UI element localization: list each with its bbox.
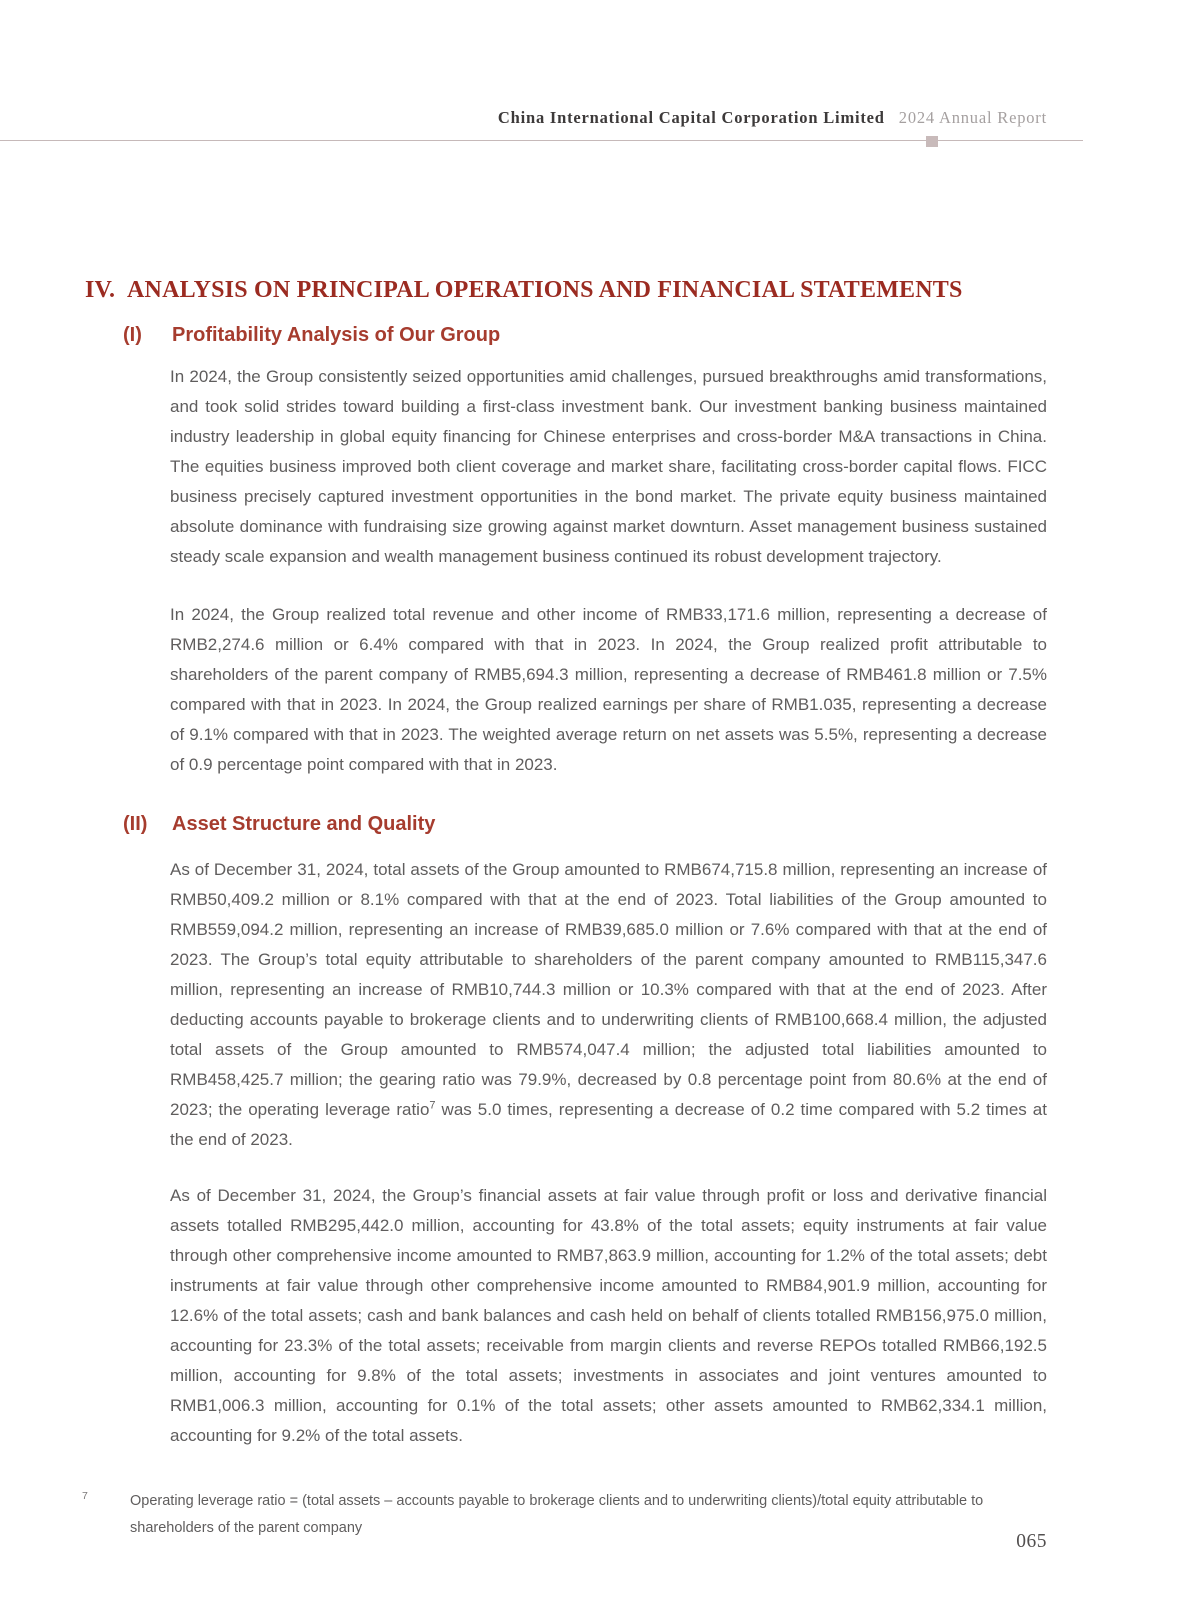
- section-asset-structure: [123, 812, 1047, 1451]
- page-header: [0, 108, 1047, 128]
- section-heading-text: Profitability Analysis of Our Group: [172, 324, 501, 346]
- paragraph: [170, 855, 1047, 1155]
- section-profitability-analysis: [123, 323, 1047, 780]
- footnote-reference: 7: [429, 1099, 436, 1112]
- paragraph-text: As of December 31, 2024, total assets of the Group amounted to RMB674,715.8 million, representing an increase of RMB50,409.2 million or 8.1% compared with that at the end of 2023. Total liabilities of the Group amounted to RMB559,094.2 million, representing an increase of RMB39,685.0 million or 7.6% compared with that at the end of 2023. The Group’s total equity attributable to shareholders of the parent company amounted to RMB115,347.6 million, representing an increase of RMB10,744.3 million or 10.3% compared with that at the end of 2023. After deducting accounts payable to brokerage clients and to underwriting clients of RMB100,668.4 million, the adjusted total assets of the Group amounted to RMB574,047.4 million; the adjusted total liabilities amounted to RMB458,425.7 million; the gearing ratio was 79.9%, decreased by 0.8 percentage point from 80.6% at the end of 2023; the operating leverage ratio: [170, 860, 1047, 1119]
- paragraph: In 2024, the Group consistently seized opportunities amid challenges, pursued breakthroughs amid transformations, and took solid strides toward building a first-class investment bank. Our investment banking business maintained industry leadership in global equity financing for Chinese enterprises and cross-border M&A transactions in China. The equities business improved both client coverage and market share, facilitating cross-border capital flows. FICC business precisely captured investment opportunities in the bond market. The private equity business maintained absolute dominance with fundraising size growing against market downturn. Asset management business sustained steady scale expansion and wealth management business continued its robust development trajectory.: [170, 367, 1047, 566]
- section-heading: [123, 812, 1047, 836]
- company-name: China International Capital Corporation Limited: [497, 108, 885, 127]
- header-rule: [0, 140, 1083, 141]
- paragraph-text: was 5.0 times, representing a decrease of 0.2 time compared with 5.2 times at the end of 2023.: [170, 1100, 1047, 1149]
- page-number: 065: [1016, 1531, 1047, 1552]
- section-number: (II): [123, 813, 148, 835]
- annual-report-label: 2024 Annual Report: [898, 108, 1047, 127]
- section-heading-text: Asset Structure and Quality: [172, 813, 436, 835]
- section-heading: [123, 323, 1047, 347]
- paragraph: As of December 31, 2024, the Group’s financial assets at fair value through profit or loss and derivative financial assets totalled RMB295,442.0 million, accounting for 43.8% of the total assets; equity instruments at fair value through other comprehensive income amounted to RMB7,863.9 million, accounting for 1.2% of the total assets; debt instruments at fair value through other comprehensive income amounted to RMB84,901.9 million, accounting for 12.6% of the total assets; cash and bank balances and cash held on behalf of clients totalled RMB156,975.0 million, accounting for 23.3% of the total assets; receivable from margin clients and reverse REPOs totalled RMB66,192.5 million, accounting for 9.8% of the total assets; investments in associates and joint ventures amounted to RMB1,006.3 million, accounting for 0.1% of the total assets; other assets amounted to RMB62,334.1 million, accounting for 9.2% of the total assets.: [170, 1186, 1047, 1445]
- header-rule-marker: [926, 136, 938, 147]
- page-content: [85, 276, 1047, 1451]
- paragraph: In 2024, the Group realized total revenue and other income of RMB33,171.6 million, representing a decrease of RMB2,274.6 million or 6.4% compared with that in 2023. In 2024, the Group realized profit attributable to shareholders of the parent company of RMB5,694.3 million, representing a decrease of RMB461.8 million or 7.5% compared with that in 2023. In 2024, the Group realized earnings per share of RMB1.035, representing a decrease of 9.1% compared with that in 2023. The weighted average return on net assets was 5.5%, representing a decrease of 0.9 percentage point compared with that in 2023.: [170, 605, 1047, 774]
- footnote-text: Operating leverage ratio = (total assets – accounts payable to brokerage clients and to underwriting clients)/total equity attributable to shareholders of the parent company: [130, 1493, 984, 1536]
- chapter-title: [85, 276, 1047, 304]
- footnote-marker: 7: [82, 1490, 88, 1502]
- section-number: (I): [123, 324, 142, 346]
- chapter-title-text: ANALYSIS ON PRINCIPAL OPERATIONS AND FINANCIAL STATEMENTS: [127, 277, 963, 303]
- footnote: [82, 1488, 1047, 1542]
- chapter-number: IV.: [85, 277, 116, 303]
